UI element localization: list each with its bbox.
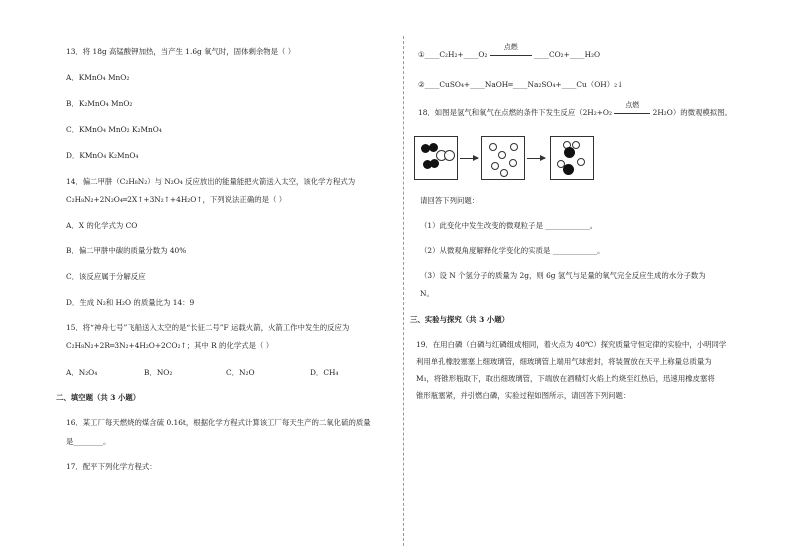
q13-option-d: D．KMnO₄ K₂MnO₄ [66,151,139,160]
atom [509,159,517,167]
water-molecule-oxygen [564,147,575,158]
atom [577,158,585,166]
q15-option-c: C．N₂O [226,368,255,377]
q15-stem-line2: C₂H₈N₂+2R═3N₂+4H₂O+2CO₂↑；其中 R 的化学式是（ ） [66,341,274,350]
water-molecule-oxygen [563,164,574,175]
atom [510,143,518,151]
q18-stem-part1: 18．如图是氢气和氧气在点燃的条件下发生反应（2H₂+O₂ [418,108,612,117]
diagram-box-before [414,136,458,180]
q18-sub3-line2: N。 [420,289,434,298]
q18-sub2: （2）从微观角度解释化学变化的实质是 ____________。 [420,246,605,255]
equation-1-condition [490,43,532,60]
diagram-box-middle [481,136,525,180]
q14-stem-line1: 14．偏二甲肼（C₂H₈N₂）与 N₂O₄ 反应放出的能量能把火箭送入太空，该化学方程式为 [66,177,356,186]
reaction-arrow [460,158,478,159]
q18-condition [614,101,650,118]
q17-stem: 17．配平下列化学方程式： [66,462,157,471]
q15-option-a: A．N₂O₄ [66,368,98,377]
equation-1-products: ____CO₂+____H₂O [534,50,601,59]
equation-1 [418,43,601,60]
q19-line2: 利用单孔橡胶塞塞上细玻璃管，细玻璃管上端用气球密封，将装置放在天平上称量总质量为 [416,357,712,366]
reaction-arrow [527,158,545,159]
equation-2: ②____CuSO₄+____NaOH═____Na₂SO₄+____Cu（OH）₂↓ [418,80,624,89]
hydrogen-molecule-atom [430,159,439,168]
q16-line2: 是________。 [66,437,111,446]
q13-stem: 13．将 18g 高锰酸钾加热，当产生 1.6g 氧气时，固体剩余物是（ ） [66,47,296,56]
q15-option-d: D．CH₄ [310,368,339,377]
equation-1-reactants: ①____C₂H₂+____O₂ [418,50,488,59]
column-divider [403,36,404,546]
q19-line4: 锥形瓶塞紧，并引燃白磷，实验过程如图所示，请回答下列问题： [416,391,631,400]
section-3-heading: 三、实验与探究（共 3 小题） [410,315,509,324]
ignite-label: 点燃 [625,101,640,109]
q13-option-c: C．KMnO₄ MnO₂ K₂MnO₄ [66,125,162,134]
q16-line1: 16．某工厂每天燃烧的煤含硫 0.16t，根据化学方程式计算该工厂每天生产的二氧化硫的质量 [66,418,371,427]
atom [489,143,497,151]
q13-option-a: A．KMnO₄ MnO₂ [66,73,130,82]
q14-option-a: A．X 的化学式为 CO [66,221,138,230]
q18-stem [418,101,732,118]
q14-stem-line2: C₂H₈N₂+2N₂O₄═2X↑+3N₂↑+4H₂O↑，下列说法正确的是（ ） [66,195,287,204]
q18-prompt: 请回答下列问题： [420,196,480,205]
q14-option-c: C．该反应属于分解反应 [66,272,146,281]
atom [498,151,506,159]
q18-stem-part2: 2H₂O）的微观模拟图。 [652,108,732,117]
q14-option-b: B．偏二甲肼中碳的质量分数为 40% [66,246,187,255]
atom [500,169,508,177]
reaction-arrow-line [490,55,532,56]
q18-sub1: （1）此变化中发生改变的微观粒子是 ____________。 [420,221,598,230]
q15-stem-line1: 15．将“神舟七号”飞船送入太空的是“长征二号”F 运载火箭，火箭工作中发生的反应为 [66,323,350,332]
atom [491,162,499,170]
q14-option-d: D．生成 N₂和 H₂O 的质量比为 14：9 [66,298,195,307]
q18-sub3-line1: （3）设 N 个氢分子的质量为 2g，则 6g 氢气与足量的氧气完全反应生成的水分子数为 [420,271,706,280]
q15-option-b: B．NO₂ [144,368,173,377]
q19-line1: 19．在用白磷（白磷与红磷组成相同，着火点为 40℃）探究质量守恒定律的实验中，小明同学 [416,340,727,349]
reaction-arrow-line [614,113,650,114]
diagram-box-after [550,136,594,180]
section-2-heading: 二、填空题（共 3 小题） [56,393,141,402]
oxygen-molecule-atom [444,150,455,161]
q13-option-b: B．K₂MnO₄ MnO₂ [66,99,133,108]
q19-line3: M₁，将锥形瓶取下，取出细玻璃管，下端放在酒精灯火焰上灼烧至红热后，迅速用橡皮塞将 [416,374,715,383]
ignite-label: 点燃 [503,43,518,51]
